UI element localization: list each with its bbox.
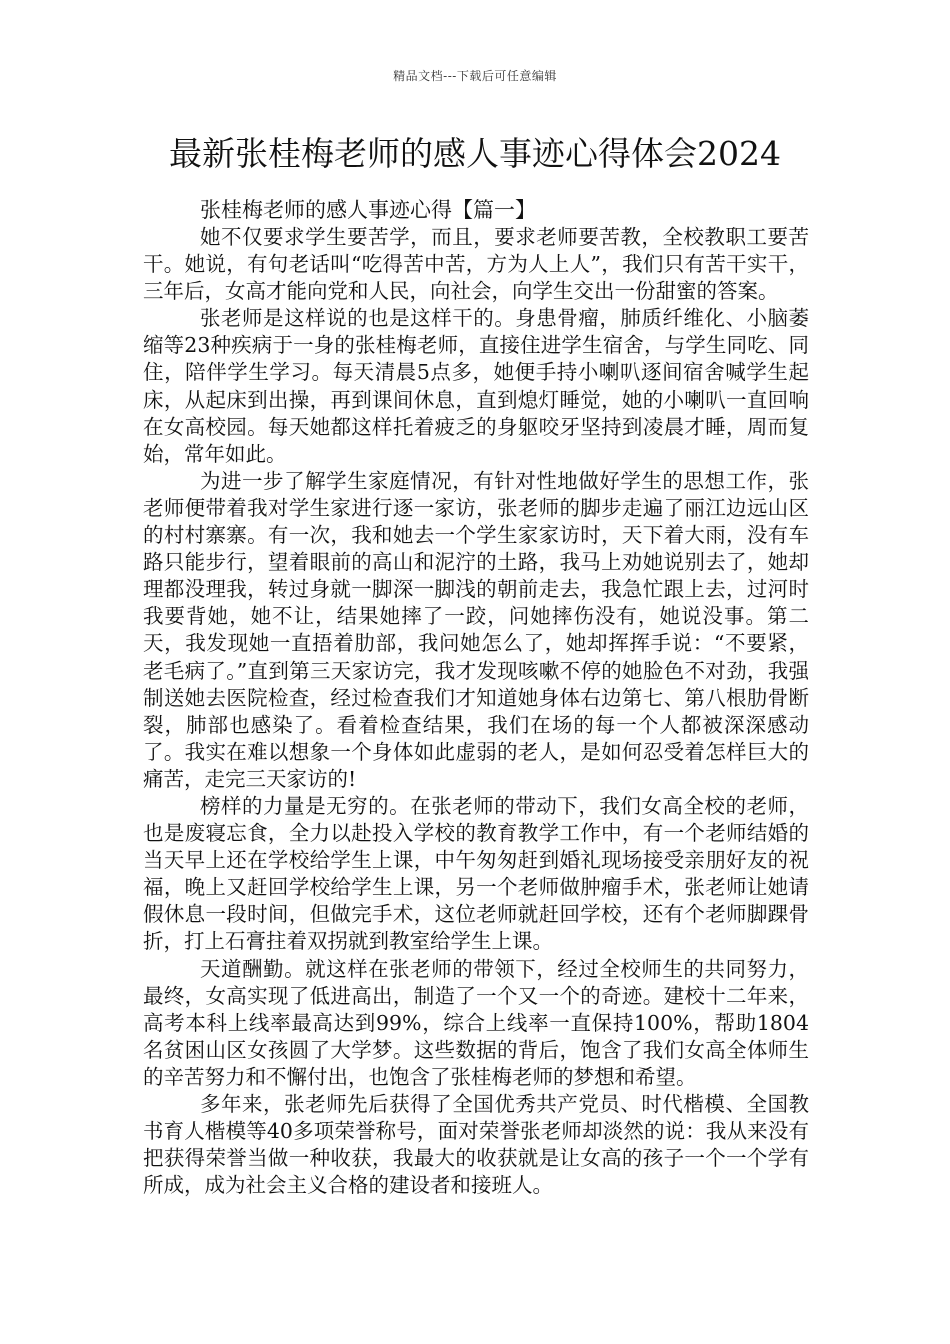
paragraph: 为进一步了解学生家庭情况，有针对性地做好学生的思想工作，张老师便带着我对学生家进行逐一家访，张老师的脚步走遍了丽江边远山区的村村寨寨。有一次，我和她去一个学生家家访时，天下着大雨，没有车路只能步行，望着眼前的高山和泥泞的土路，我马上劝她说别去了，她却理都没理我，转过身就一脚深一脚浅的朝前走去，我急忙跟上去，过河时我要背她，她不让，结果她摔了一跤，问她摔伤没有，她说没事。第二天，我发现她一直捂着肋部，我问她怎么了，她却挥挥手说：“不要紧，老毛病了。”直到第三天家访完，我才发现咳嗽不停的她脸色不对劲，我强制送她去医院检查，经过检查我们才知道她身体右边第七、第八根肋骨断裂，肺部也感染了。看着检查结果，我们在场的每一个人都被深深感动了。我实在难以想象一个身体如此虚弱的老人，是如何忍受着怎样巨大的痛苦，走完三天家访的! [143,468,809,791]
paragraph: 榜样的力量是无穷的。在张老师的带动下，我们女高全校的老师，也是废寝忘食，全力以赴投入学校的教育教学工作中，有一个老师结婚的当天早上还在学校给学生上课，中午匆匆赶到婚礼现场接受亲朋好友的祝福，晚上又赶回学校给学生上课，另一个老师做肿瘤手术，张老师让她请假休息一段时间，但做完手术，这位老师就赶回学校，还有个老师脚踝骨折，打上石膏拄着双拐就到教室给学生上课。 [143,793,809,954]
paragraph: 她不仅要求学生要苦学，而且，要求老师要苦教，全校教职工要苦干。她说，有句老话叫“吃得苦中苦，方为人上人”，我们只有苦干实干，三年后，女高才能向党和人民，向社会，向学生交出一份甜蜜的答案。 [143,225,809,304]
paragraph: 张老师是这样说的也是这样干的。身患骨瘤，肺质纤维化、小脑萎缩等23种疾病于一身的张桂梅老师，直接住进学生宿舍，与学生同吃、同住，陪伴学生学习。每天清晨5点多，她便手持小喇叭逐间宿舍喊学生起床，从起床到出操，再到课间休息，直到熄灯睡觉，她的小喇叭一直回响在女高校园。每天她都这样托着疲乏的身躯咬牙坚持到凌晨才睡，周而复始，常年如此。 [143,306,809,466]
document-body [143,197,809,1199]
paragraph: 多年来，张老师先后获得了全国优秀共产党员、时代楷模、全国教书育人楷模等40多项荣誉称号，面对荣誉张老师却淡然的说：我从来没有把获得荣誉当做一种收获，我最大的收获就是让女高的孩子一个一个学有所成，成为社会主义合格的建设者和接班人。 [143,1092,809,1198]
document-title: 最新张桂梅老师的感人事迹心得体会2024 [169,134,781,173]
paragraph: 天道酬勤。就这样在张老师的带领下，经过全校师生的共同努力，最终，女高实现了低进高出，制造了一个又一个的奇迹。建校十二年来，高考本科上线率最高达到99%，综合上线率一直保持100%，帮助1804名贫困山区女孩圆了大学梦。这些数据的背后，饱含了我们女高全体师生的辛苦努力和不懈付出，也饱含了张桂梅老师的梦想和希望。 [143,956,809,1089]
header-note: 精品文档---下载后可任意编辑 [393,69,557,83]
section-subtitle: 张桂梅老师的感人事迹心得【篇一】 [200,198,536,222]
